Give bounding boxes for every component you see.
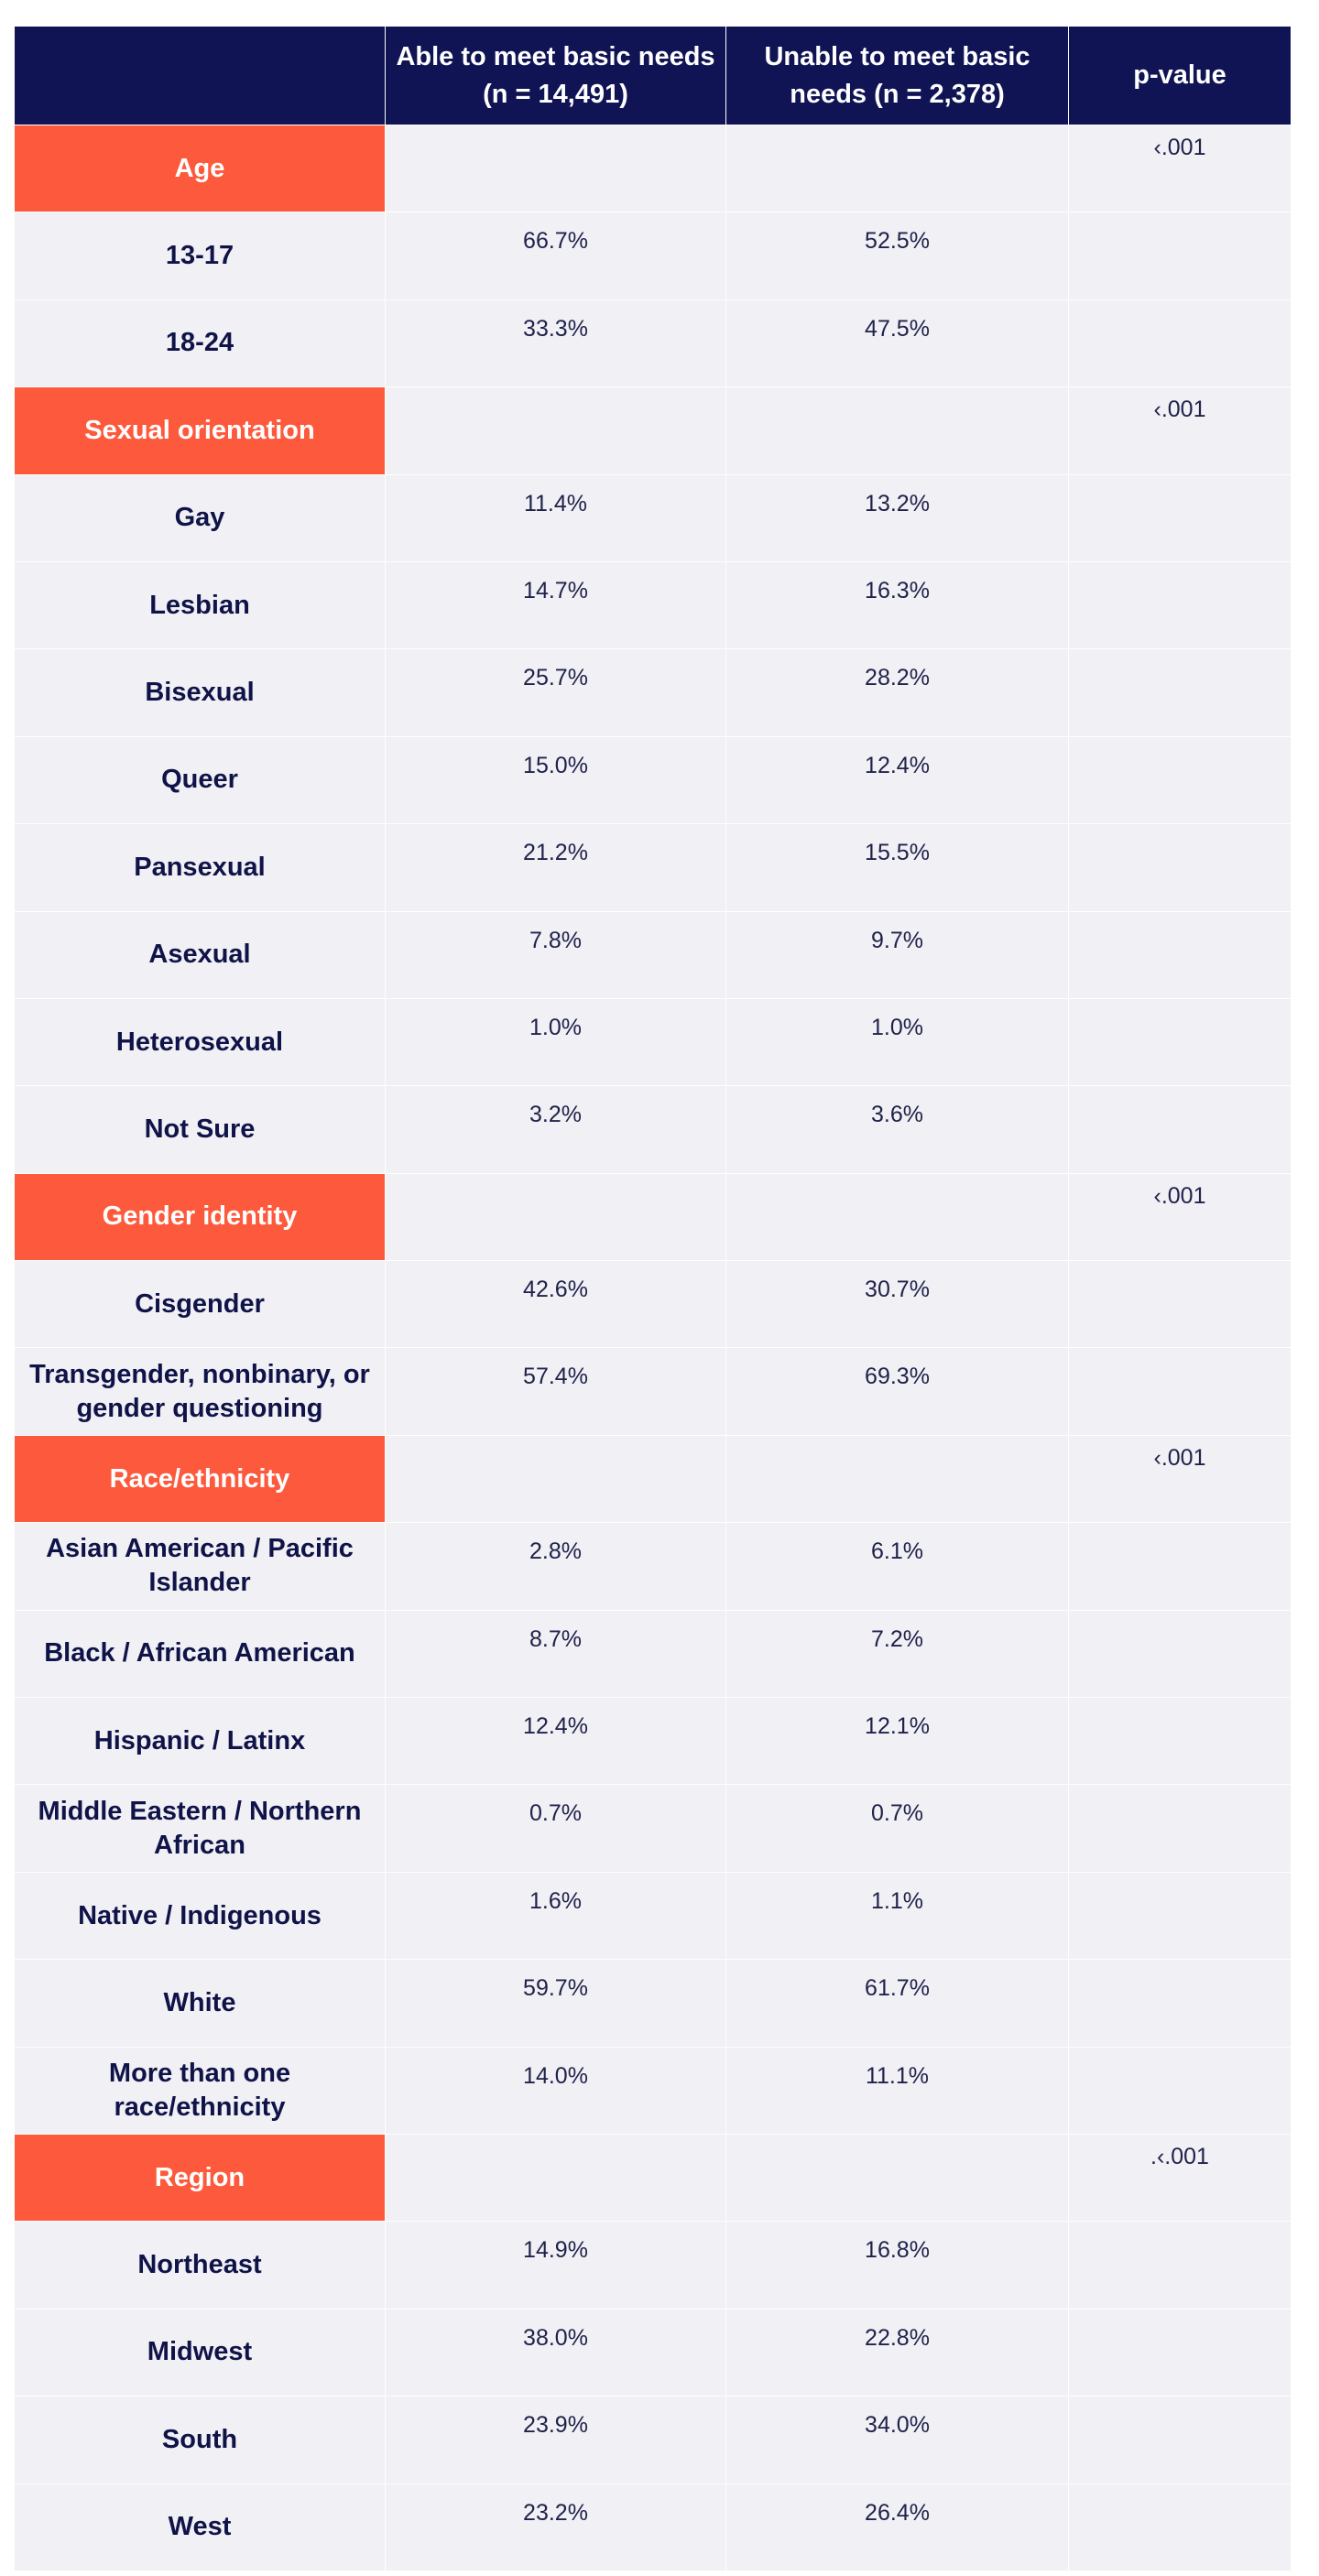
row-label: South [15, 2397, 386, 2484]
row-label: White [15, 1960, 386, 2047]
empty-cell [1069, 2310, 1291, 2397]
empty-cell [1069, 1261, 1291, 1348]
able-value: 66.7% [386, 212, 726, 299]
able-value: 11.4% [386, 475, 726, 562]
unable-value: 26.4% [726, 2484, 1069, 2571]
table-row [15, 475, 1291, 562]
empty-cell [726, 2135, 1069, 2222]
able-value: 38.0% [386, 2310, 726, 2397]
able-value: 23.2% [386, 2484, 726, 2571]
empty-cell [1069, 1523, 1291, 1610]
unable-value: 9.7% [726, 912, 1069, 999]
row-label: Hispanic / Latinx [15, 1698, 386, 1785]
unable-value: 30.7% [726, 1261, 1069, 1348]
header-able: Able to meet basic needs (n = 14,491) [386, 27, 726, 125]
able-value: 1.0% [386, 999, 726, 1086]
unable-value: 11.1% [726, 2048, 1069, 2135]
row-label: Asian American / Pacific Islander [15, 1523, 386, 1610]
row-label: Bisexual [15, 649, 386, 736]
unable-value: 34.0% [726, 2397, 1069, 2484]
table-row [15, 1348, 1291, 1435]
empty-cell [1069, 2222, 1291, 2309]
table-row [15, 1261, 1291, 1348]
able-value: 8.7% [386, 1611, 726, 1698]
able-value: 21.2% [386, 824, 726, 911]
unable-value: 47.5% [726, 300, 1069, 387]
empty-cell [1069, 2484, 1291, 2571]
category-label: Age [15, 125, 386, 212]
row-label: More than one race/ethnicity [15, 2048, 386, 2135]
table-row [15, 1523, 1291, 1610]
able-value: 14.9% [386, 2222, 726, 2309]
p-value: ‹.001 [1069, 387, 1291, 474]
empty-cell [386, 1436, 726, 1523]
category-label: Sexual orientation [15, 387, 386, 474]
able-value: 57.4% [386, 1348, 726, 1435]
table-row [15, 2048, 1291, 2135]
table-row [15, 649, 1291, 736]
unable-value: 13.2% [726, 475, 1069, 562]
empty-cell [726, 125, 1069, 212]
unable-value: 12.4% [726, 737, 1069, 824]
empty-cell [1069, 562, 1291, 649]
empty-cell [1069, 912, 1291, 999]
table-row [15, 1873, 1291, 1960]
empty-cell [386, 125, 726, 212]
empty-cell [1069, 1348, 1291, 1435]
category-label: Region [15, 2135, 386, 2222]
unable-value: 16.3% [726, 562, 1069, 649]
category-label: Gender identity [15, 1174, 386, 1261]
row-label: 13-17 [15, 212, 386, 299]
able-value: 3.2% [386, 1086, 726, 1173]
empty-cell [1069, 212, 1291, 299]
p-value: ‹.001 [1069, 1174, 1291, 1261]
able-value: 14.0% [386, 2048, 726, 2135]
header-p-value: p-value [1069, 27, 1291, 125]
table-row [15, 2397, 1291, 2484]
unable-value: 22.8% [726, 2310, 1069, 2397]
unable-value: 1.0% [726, 999, 1069, 1086]
row-label: Pansexual [15, 824, 386, 911]
able-value: 42.6% [386, 1261, 726, 1348]
empty-cell [1069, 649, 1291, 736]
p-value: ‹.001 [1069, 1436, 1291, 1523]
row-label: 18-24 [15, 300, 386, 387]
empty-cell [1069, 1873, 1291, 1960]
table-row [15, 2222, 1291, 2309]
empty-cell [726, 1436, 1069, 1523]
row-label: Middle Eastern / Northern African [15, 1785, 386, 1872]
able-value: 15.0% [386, 737, 726, 824]
unable-value: 0.7% [726, 1785, 1069, 1872]
empty-cell [386, 1174, 726, 1261]
able-value: 7.8% [386, 912, 726, 999]
row-label: Heterosexual [15, 999, 386, 1086]
empty-cell [1069, 999, 1291, 1086]
able-value: 1.6% [386, 1873, 726, 1960]
able-value: 23.9% [386, 2397, 726, 2484]
able-value: 0.7% [386, 1785, 726, 1872]
unable-value: 12.1% [726, 1698, 1069, 1785]
row-label: Native / Indigenous [15, 1873, 386, 1960]
row-label: West [15, 2484, 386, 2571]
unable-value: 7.2% [726, 1611, 1069, 1698]
empty-cell [1069, 475, 1291, 562]
row-label: Cisgender [15, 1261, 386, 1348]
empty-cell [1069, 1611, 1291, 1698]
row-label: Gay [15, 475, 386, 562]
table-row [15, 300, 1291, 387]
category-row [15, 1174, 1291, 1261]
row-label: Northeast [15, 2222, 386, 2309]
table-header [15, 27, 1291, 125]
row-label: Not Sure [15, 1086, 386, 1173]
table-row [15, 1785, 1291, 1872]
unable-value: 6.1% [726, 1523, 1069, 1610]
category-row [15, 387, 1291, 474]
able-value: 12.4% [386, 1698, 726, 1785]
table-row [15, 737, 1291, 824]
empty-cell [1069, 2048, 1291, 2135]
table-row [15, 1086, 1291, 1173]
unable-value: 52.5% [726, 212, 1069, 299]
table-row [15, 824, 1291, 911]
unable-value: 69.3% [726, 1348, 1069, 1435]
data-table [15, 27, 1291, 2571]
table-row [15, 1698, 1291, 1785]
header-unable: Unable to meet basic needs (n = 2,378) [726, 27, 1069, 125]
empty-cell [1069, 1698, 1291, 1785]
empty-cell [1069, 737, 1291, 824]
unable-value: 3.6% [726, 1086, 1069, 1173]
row-label: Black / African American [15, 1611, 386, 1698]
p-value: ‹.001 [1069, 125, 1291, 212]
row-label: Midwest [15, 2310, 386, 2397]
able-value: 33.3% [386, 300, 726, 387]
table-row [15, 562, 1291, 649]
category-row [15, 125, 1291, 212]
empty-cell [726, 1174, 1069, 1261]
row-label: Asexual [15, 912, 386, 999]
empty-cell [1069, 824, 1291, 911]
able-value: 25.7% [386, 649, 726, 736]
unable-value: 15.5% [726, 824, 1069, 911]
empty-cell [1069, 1785, 1291, 1872]
table-row [15, 912, 1291, 999]
header-blank [15, 27, 386, 125]
row-label: Transgender, nonbinary, or gender questioning [15, 1348, 386, 1435]
unable-value: 28.2% [726, 649, 1069, 736]
row-label: Queer [15, 737, 386, 824]
able-value: 2.8% [386, 1523, 726, 1610]
unable-value: 16.8% [726, 2222, 1069, 2309]
table-row [15, 2310, 1291, 2397]
table-row [15, 1611, 1291, 1698]
empty-cell [386, 2135, 726, 2222]
unable-value: 61.7% [726, 1960, 1069, 2047]
table-row [15, 1960, 1291, 2047]
table-row [15, 999, 1291, 1086]
empty-cell [1069, 300, 1291, 387]
table-body [15, 125, 1291, 2571]
table-row [15, 212, 1291, 299]
unable-value: 1.1% [726, 1873, 1069, 1960]
empty-cell [386, 387, 726, 474]
p-value: .‹.001 [1069, 2135, 1291, 2222]
empty-cell [1069, 1086, 1291, 1173]
category-row [15, 2135, 1291, 2222]
category-row [15, 1436, 1291, 1523]
able-value: 59.7% [386, 1960, 726, 2047]
table-row [15, 2484, 1291, 2571]
row-label: Lesbian [15, 562, 386, 649]
category-label: Race/ethnicity [15, 1436, 386, 1523]
able-value: 14.7% [386, 562, 726, 649]
empty-cell [726, 387, 1069, 474]
empty-cell [1069, 2397, 1291, 2484]
empty-cell [1069, 1960, 1291, 2047]
